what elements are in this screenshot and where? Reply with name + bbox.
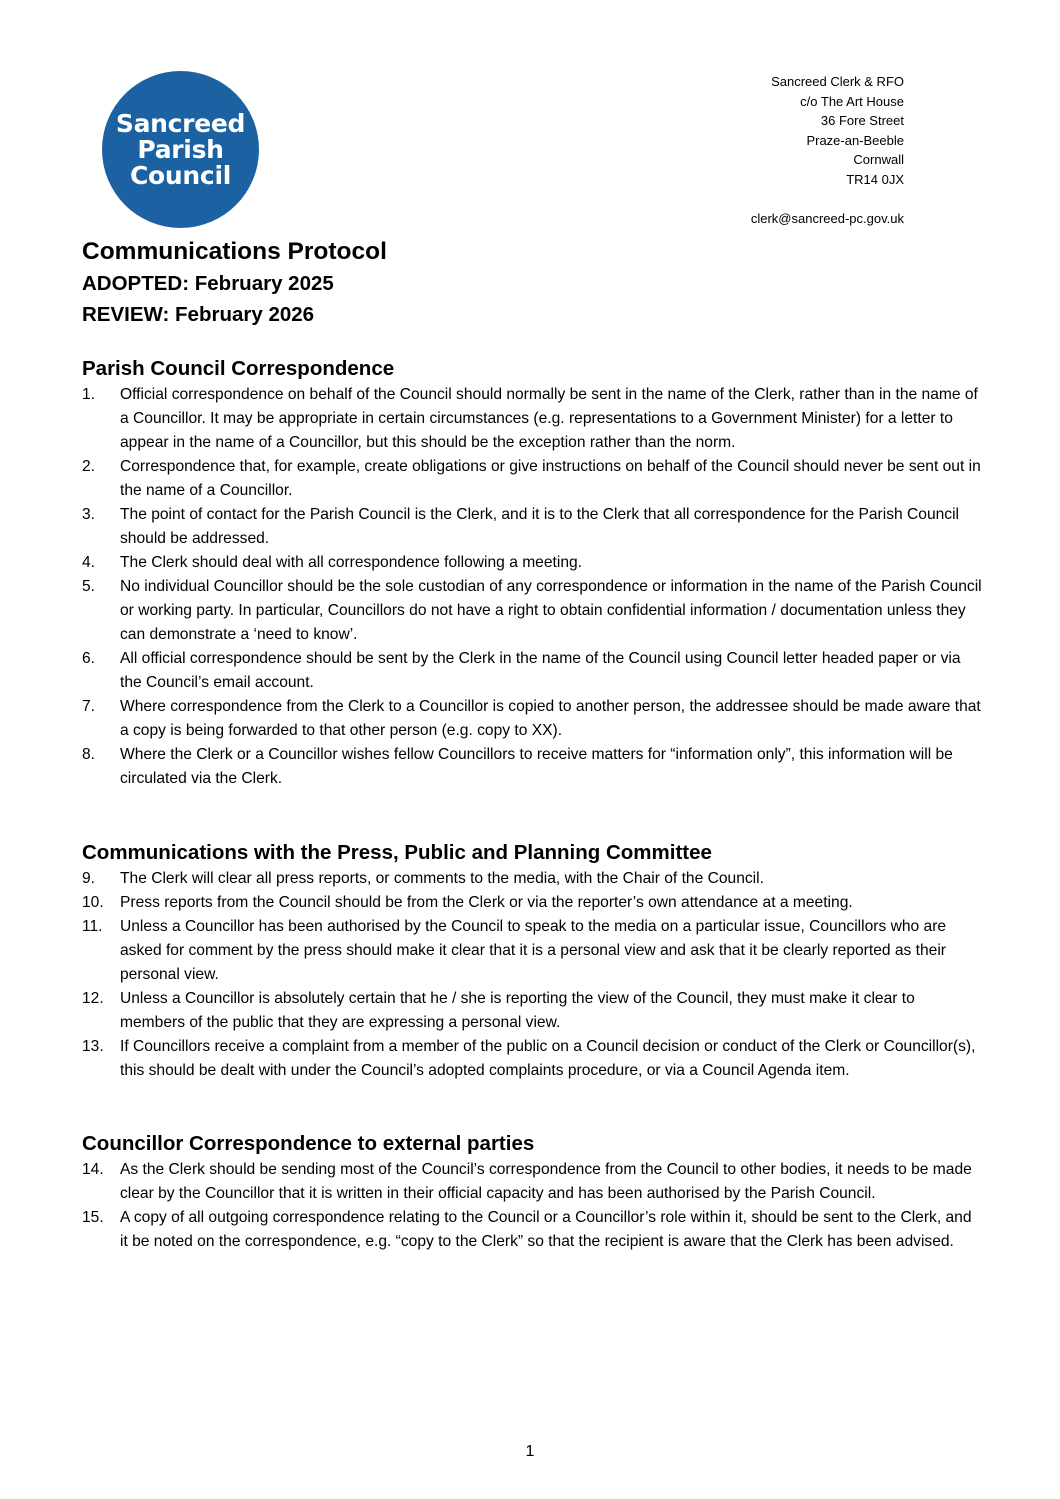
item-text: Where the Clerk or a Councillor wishes fellow Councillors to receive matters for “information only”, this information will be circulated via the Clerk. (120, 746, 953, 787)
item-list (82, 1158, 982, 1254)
logo-line-1: Sancreed (115, 108, 246, 138)
list-item (82, 891, 982, 915)
address-line: TR14 0JX (846, 171, 904, 187)
item-text: Correspondence that, for example, create obligations or give instructions on behalf of the Council should never be sent out in the name of a Councillor. (120, 458, 981, 499)
item-number: 11. (82, 918, 103, 935)
adopted-date: ADOPTED: February 2025 (82, 272, 334, 295)
list-item (82, 647, 982, 695)
list-item (82, 1035, 982, 1083)
section-councillor-correspondence (82, 1130, 982, 1254)
list-item (82, 867, 982, 891)
logo-line-2: Parish (137, 134, 224, 164)
section-heading: Communications with the Press, Public and Planning Committee (82, 841, 712, 864)
review-date: REVIEW: February 2026 (82, 303, 315, 326)
address-line: Cornwall (853, 152, 904, 168)
list-item (82, 987, 982, 1035)
item-text: The Clerk should deal with all correspondence following a meeting. (120, 554, 583, 571)
item-text: As the Clerk should be sending most of the Council’s correspondence from the Council to other bodies, it needs to be made clear by the Councillor that it is written in their official capacity and has been authorised by the Parish Council. (120, 1161, 972, 1202)
item-number: 9. (82, 870, 96, 887)
list-item (82, 383, 982, 455)
item-text: Where correspondence from the Clerk to a Councillor is copied to another person, the addressee should be made aware that a copy is being forwarded to that other person (e.g. copy to XX). (120, 698, 981, 739)
address-block (751, 72, 904, 228)
item-text: A copy of all outgoing correspondence relating to the Council or a Councillor’s role within it, should be sent to the Clerk, and it be noted on the correspondence, e.g. “copy to the Clerk” so that the recipient is aware that the Clerk has been advised. (120, 1209, 972, 1250)
list-item (82, 455, 982, 503)
item-text: Unless a Councillor is absolutely certain that he / she is reporting the view of the Council, they must make it clear to members of the public that they are expressing a personal view. (120, 990, 915, 1031)
document-titles (82, 236, 387, 330)
section-parish-council-correspondence (82, 355, 982, 791)
list-item (82, 695, 982, 743)
page-number: 1 (525, 1443, 535, 1460)
item-number: 5. (82, 578, 96, 595)
item-text: If Councillors receive a complaint from a member of the public on a Council decision or conduct of the Clerk or Councillor(s), this should be dealt with under the Council’s adopted complaints procedure, or via a Council Agenda item. (120, 1038, 976, 1079)
section-heading: Councillor Correspondence to external parties (82, 1132, 535, 1155)
list-item (82, 1206, 982, 1254)
item-number: 13. (82, 1038, 104, 1055)
address-line: Sancreed Clerk & RFO (771, 74, 904, 89)
list-item (82, 503, 982, 551)
item-text: Press reports from the Council should be from the Clerk or via the reporter’s own attendance at a meeting. (120, 894, 853, 911)
item-text: Official correspondence on behalf of the Council should normally be sent in the name of the Clerk, rather than in the name of a Councillor. It may be appropriate in certain circumstances (e.g. representations to a Government Minister) for a letter to appear in the name of a Councillor, but this should be the exception rather than the norm. (120, 386, 978, 451)
item-text: Unless a Councillor has been authorised by the Council to speak to the media on a particular issue, Councillors who are asked for comment by the press should make it clear that it is a personal view and ask that it be clearly reported as their personal view. (120, 918, 947, 983)
item-text: The Clerk will clear all press reports, or comments to the media, with the Chair of the Council. (120, 870, 764, 887)
logo-line-3: Council (130, 160, 231, 190)
council-logo (102, 71, 259, 228)
item-list (82, 867, 982, 1083)
list-item (82, 551, 982, 575)
list-item (82, 915, 982, 987)
item-number: 10. (82, 894, 104, 911)
document-title: Communications Protocol (82, 238, 387, 265)
item-number: 6. (82, 650, 96, 667)
item-number: 15. (82, 1209, 104, 1226)
email-address: clerk@sancreed-pc.gov.uk (750, 210, 904, 226)
section-heading: Parish Council Correspondence (82, 357, 395, 380)
list-item (82, 743, 982, 791)
item-number: 14. (82, 1161, 104, 1178)
list-item (82, 1158, 982, 1206)
item-number: 1. (82, 386, 96, 403)
item-text: No individual Councillor should be the sole custodian of any correspondence or information in the name of the Parish Council or working party. In particular, Councillors do not have a right to obtain confidential information / documentation unless they can demonstrate a ‘need to know’. (120, 578, 982, 643)
item-number: 4. (82, 554, 96, 571)
item-text: The point of contact for the Parish Council is the Clerk, and it is to the Clerk that all correspondence for the Parish Council should be addressed. (120, 506, 960, 547)
item-number: 7. (82, 698, 96, 715)
item-number: 8. (82, 746, 96, 763)
section-press-public-planning (82, 839, 982, 1083)
item-text: All official correspondence should be sent by the Clerk in the name of the Council using Council letter headed paper or via the Council’s email account. (120, 650, 961, 691)
address-line: Praze-an-Beeble (806, 132, 904, 148)
address-line: c/o The Art House (800, 93, 904, 109)
item-number: 12. (82, 990, 104, 1007)
list-item (82, 575, 982, 647)
item-number: 3. (82, 506, 96, 523)
item-number: 2. (82, 458, 96, 475)
address-line: 36 Fore Street (820, 113, 904, 129)
item-list (82, 383, 982, 791)
